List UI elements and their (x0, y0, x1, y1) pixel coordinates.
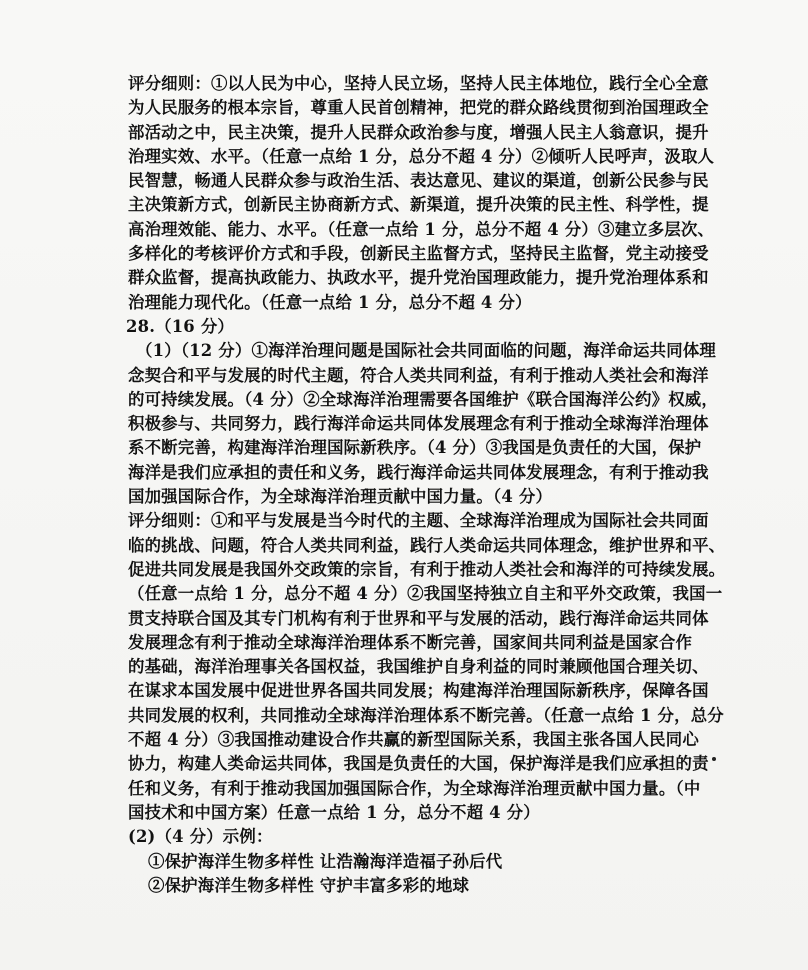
text-line-8: 多样化的考核评价方式和手段，创新民主监督方式，坚持民主监督，党主动接受 (128, 244, 709, 264)
text-line-31: 国技术和中国方案）任意一点给 1 分，总分不超 4 分） (128, 802, 540, 822)
text-line-23: 贯支持联合国及其专门机构有利于世界和平与发展的活动，践行海洋命运共同体 (128, 608, 709, 628)
text-line-19: 评分细则：①和平与发展是当今时代的主题、全球海洋治理成为国际社会共同面 (128, 511, 709, 531)
text-line-22: （任意一点给 1 分，总分不超 4 分）②我国坚持独立自主和平外交政策，我国一 (128, 584, 723, 604)
text-line-20: 临的挑战、问题，符合人类共同利益，践行人类命运共同体理念，维护世界和平、 (128, 535, 726, 555)
text-line-15: 积极参与、共同努力，践行海洋命运共同体发展理念有利于推动全球海洋治理体 (128, 414, 709, 434)
text-line-24: 发展理念有利于推动全球海洋治理体系不断完善，国家间共同利益是国家合作 (128, 632, 693, 652)
text-line-16: 系不断完善，构建海洋治理国际新秩序。（4 分）③我国是负责任的大国，保护 (128, 438, 702, 458)
text-line-9: 群众监督，提高执政能力、执政水平，提升党治国理政能力，提升党治理体系和 (128, 268, 709, 288)
text-line-7: 高治理效能、能力、水平。（任意一点给 1 分，总分不超 4 分）③建立多层次、 (128, 219, 715, 239)
example-1: ①保护海洋生物多样性 让浩瀚海洋造福子孙后代 (148, 851, 503, 871)
text-line-4: 治理实效、水平。（任意一点给 1 分，总分不超 4 分）②倾听人民呼声，汲取人 (128, 146, 715, 166)
text-line-26: 在谋求本国发展中促进世界各国共同发展；构建海洋治理国际新秩序，保障各国 (128, 681, 709, 701)
text-line-10: 治理能力现代化。（任意一点给 1 分，总分不超 4 分） (128, 292, 532, 312)
subquestion-2: (2)（4 分）示例： (128, 827, 273, 847)
text-line-5: 民智慧，畅通人民群众参与政治生活、表达意见、建议的渠道，创新公民参与民 (128, 171, 709, 191)
text-line-14: 的可持续发展。（4 分）②全球海洋治理需要各国维护《联合国海洋公约》权威， (128, 389, 718, 409)
text-line-1: 评分细则：①以人民为中心，坚持人民立场，坚持人民主体地位，践行全心全意 (128, 74, 709, 93)
text-line-30: 任和义务，有利于推动我国加强国际合作，为全球海洋治理贡献中国力量。（中 (128, 778, 701, 798)
text-line-18: 国加强国际合作，为全球海洋治理贡献中国力量。（4 分） (128, 487, 553, 507)
document-body (126, 72, 726, 898)
text-line-13: 念契合和平与发展的时代主题，符合人类共同利益，有利于推动人类社会和海洋 (128, 365, 709, 385)
text-line-3: 部活动之中，民主决策，提升人民群众政治参与度，增强人民主人翁意识，提升 (128, 122, 709, 142)
text-line-12: （1）（12 分）①海洋治理问题是国际社会共同面临的问题，海洋命运共同体理 (136, 341, 717, 361)
text-line-25: 的基础，海洋治理事关各国权益，我国维护自身利益的同时兼顾他国合理关切、 (128, 657, 709, 677)
example-2: ②保护海洋生物多样性 守护丰富多彩的地球 (148, 875, 470, 895)
stray-dot (712, 757, 716, 761)
text-line-28: 不超 4 分）③我国推动建设合作共赢的新型国际关系，我国主张各国人民同心 (128, 730, 699, 750)
text-line-29: 协力，构建人类命运共同体，我国是负责任的大国，保护海洋是我们应承担的责 (128, 754, 709, 774)
text-line-2: 为人民服务的根本宗旨，尊重人民首创精神，把党的群众路线贯彻到治国理政全 (128, 98, 709, 118)
text-line-21: 促进共同发展是我国外交政策的宗旨，有利于推动人类社会和海洋的可持续发展。 (128, 559, 726, 579)
text-line-6: 主决策新方式，创新民主协商新方式、新渠道，提升决策的民主性、科学性，提 (128, 195, 709, 215)
text-line-17: 海洋是我们应承担的责任和义务，践行海洋命运共同体发展理念，有利于推动我 (128, 462, 709, 482)
question-number: 28.（16 分） (126, 316, 235, 336)
text-line-27: 共同发展的权利，共同推动全球海洋治理体系不断完善。（任意一点给 1 分，总分 (128, 705, 724, 725)
